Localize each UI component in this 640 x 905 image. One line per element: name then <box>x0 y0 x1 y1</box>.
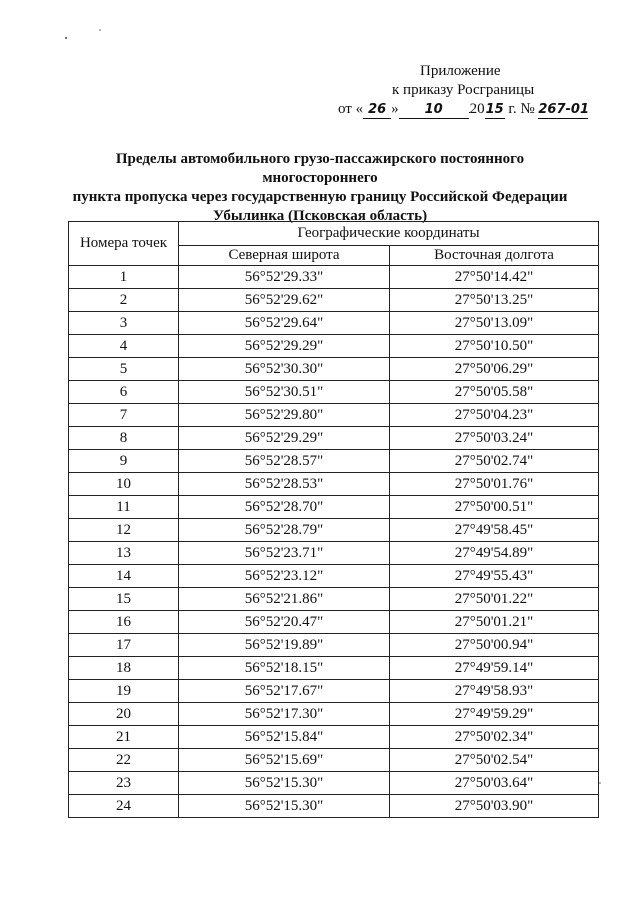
longitude-cell: 27°50'05.58" <box>390 381 599 404</box>
longitude-cell: 27°50'01.76" <box>390 473 599 496</box>
latitude-cell: 56°52'20.47" <box>179 611 390 634</box>
latitude-cell: 56°52'29.29" <box>179 335 390 358</box>
latitude-cell: 56°52'15.69" <box>179 749 390 772</box>
point-number-cell: 15 <box>69 588 179 611</box>
table-body <box>69 266 599 818</box>
point-number-cell: 5 <box>69 358 179 381</box>
order-year-prefix: 20 <box>469 101 485 117</box>
longitude-cell: 27°50'03.90" <box>390 795 599 818</box>
point-number-cell: 8 <box>69 427 179 450</box>
table-row <box>69 496 599 519</box>
title-line: Пределы автомобильного грузо-пассажирского постоянного многостороннего <box>115 151 525 186</box>
table-row <box>69 519 599 542</box>
point-number-cell: 16 <box>69 611 179 634</box>
latitude-cell: 56°52'29.62" <box>179 289 390 312</box>
latitude-cell: 56°52'15.30" <box>179 772 390 795</box>
point-number-cell: 10 <box>69 473 179 496</box>
order-number-prefix: г. № <box>508 101 535 117</box>
point-number-cell: 9 <box>69 450 179 473</box>
longitude-cell: 27°50'00.51" <box>390 496 599 519</box>
latitude-cell: 56°52'15.30" <box>179 795 390 818</box>
table-row <box>69 266 599 289</box>
latitude-cell: 56°52'30.51" <box>179 381 390 404</box>
longitude-cell: 27°50'13.09" <box>390 312 599 335</box>
longitude-cell: 27°50'02.54" <box>390 749 599 772</box>
table-row <box>69 289 599 312</box>
point-number-cell: 13 <box>69 542 179 565</box>
table-row <box>69 588 599 611</box>
order-day-close: » <box>391 101 399 117</box>
order-day: 26 <box>363 102 391 119</box>
table-row <box>69 358 599 381</box>
table-row <box>69 749 599 772</box>
latitude-cell: 56°52'30.30" <box>179 358 390 381</box>
point-number-cell: 12 <box>69 519 179 542</box>
header-geo-coordinates: Географические координаты <box>179 222 599 246</box>
title-line: Убылинка (Псковская область) <box>212 208 428 224</box>
point-number-cell: 7 <box>69 404 179 427</box>
longitude-cell: 27°49'54.89" <box>390 542 599 565</box>
point-number-cell: 22 <box>69 749 179 772</box>
point-number-cell: 14 <box>69 565 179 588</box>
table-row <box>69 381 599 404</box>
longitude-cell: 27°50'01.22" <box>390 588 599 611</box>
point-number-cell: 2 <box>69 289 179 312</box>
table-row <box>69 703 599 726</box>
latitude-cell: 56°52'21.86" <box>179 588 390 611</box>
point-number-cell: 17 <box>69 634 179 657</box>
table-row <box>69 657 599 680</box>
appendix-subtitle: к приказу Росграницы <box>392 82 535 98</box>
point-number-cell: 6 <box>69 381 179 404</box>
latitude-cell: 56°52'17.30" <box>179 703 390 726</box>
point-number-cell: 20 <box>69 703 179 726</box>
document-title <box>60 150 580 226</box>
order-number: 267-01 <box>538 102 590 117</box>
latitude-cell: 56°52'15.84" <box>179 726 390 749</box>
latitude-cell: 56°52'18.15" <box>179 657 390 680</box>
longitude-cell: 27°50'04.23" <box>390 404 599 427</box>
point-number-cell: 3 <box>69 312 179 335</box>
longitude-cell: 27°49'55.43" <box>390 565 599 588</box>
point-number-cell: 4 <box>69 335 179 358</box>
longitude-cell: 27°50'03.24" <box>390 427 599 450</box>
table-row <box>69 427 599 450</box>
longitude-cell: 27°49'59.29" <box>390 703 599 726</box>
header-east-longitude: Восточная долгота <box>390 246 599 266</box>
latitude-cell: 56°52'28.79" <box>179 519 390 542</box>
longitude-cell: 27°50'02.74" <box>390 450 599 473</box>
longitude-cell: 27°49'59.14" <box>390 657 599 680</box>
appendix-title: Приложение <box>420 63 501 79</box>
point-number-cell: 21 <box>69 726 179 749</box>
longitude-cell: 27°50'13.25" <box>390 289 599 312</box>
point-number-cell: 18 <box>69 657 179 680</box>
table-row <box>69 634 599 657</box>
table-row <box>69 680 599 703</box>
latitude-cell: 56°52'28.70" <box>179 496 390 519</box>
table-row <box>69 335 599 358</box>
latitude-cell: 56°52'23.71" <box>179 542 390 565</box>
latitude-cell: 56°52'29.64" <box>179 312 390 335</box>
point-number-cell: 19 <box>69 680 179 703</box>
latitude-cell: 56°52'29.33" <box>179 266 390 289</box>
table-row <box>69 473 599 496</box>
longitude-cell: 27°50'01.21" <box>390 611 599 634</box>
table-row <box>69 565 599 588</box>
point-number-cell: 24 <box>69 795 179 818</box>
latitude-cell: 56°52'19.89" <box>179 634 390 657</box>
order-prefix: от « <box>338 101 364 117</box>
latitude-cell: 56°52'29.29" <box>179 427 390 450</box>
title-line: пункта пропуска через государственную границу Российской Федерации <box>72 189 568 205</box>
longitude-cell: 27°49'58.45" <box>390 519 599 542</box>
table-row <box>69 450 599 473</box>
coordinates-table <box>68 221 599 818</box>
header-north-latitude: Северная широта <box>179 246 390 266</box>
longitude-cell: 27°50'02.34" <box>390 726 599 749</box>
longitude-cell: 27°50'06.29" <box>390 358 599 381</box>
table-row <box>69 312 599 335</box>
point-number-cell: 23 <box>69 772 179 795</box>
table-row <box>69 726 599 749</box>
longitude-cell: 27°50'03.64" <box>390 772 599 795</box>
order-year-suffix: 15 <box>485 102 504 117</box>
point-number-cell: 11 <box>69 496 179 519</box>
order-reference <box>338 100 588 119</box>
longitude-cell: 27°49'58.93" <box>390 680 599 703</box>
table-row <box>69 611 599 634</box>
latitude-cell: 56°52'17.67" <box>179 680 390 703</box>
latitude-cell: 56°52'23.12" <box>179 565 390 588</box>
latitude-cell: 56°52'28.57" <box>179 450 390 473</box>
longitude-cell: 27°50'00.94" <box>390 634 599 657</box>
latitude-cell: 56°52'28.53" <box>179 473 390 496</box>
latitude-cell: 56°52'29.80" <box>179 404 390 427</box>
order-month: 10 <box>399 102 469 119</box>
table-row <box>69 772 599 795</box>
table-row <box>69 404 599 427</box>
point-number-cell: 1 <box>69 266 179 289</box>
header-point-numbers: Номера точек <box>69 222 179 266</box>
longitude-cell: 27°50'10.50" <box>390 335 599 358</box>
table-row <box>69 542 599 565</box>
longitude-cell: 27°50'14.42" <box>390 266 599 289</box>
table-row <box>69 795 599 818</box>
